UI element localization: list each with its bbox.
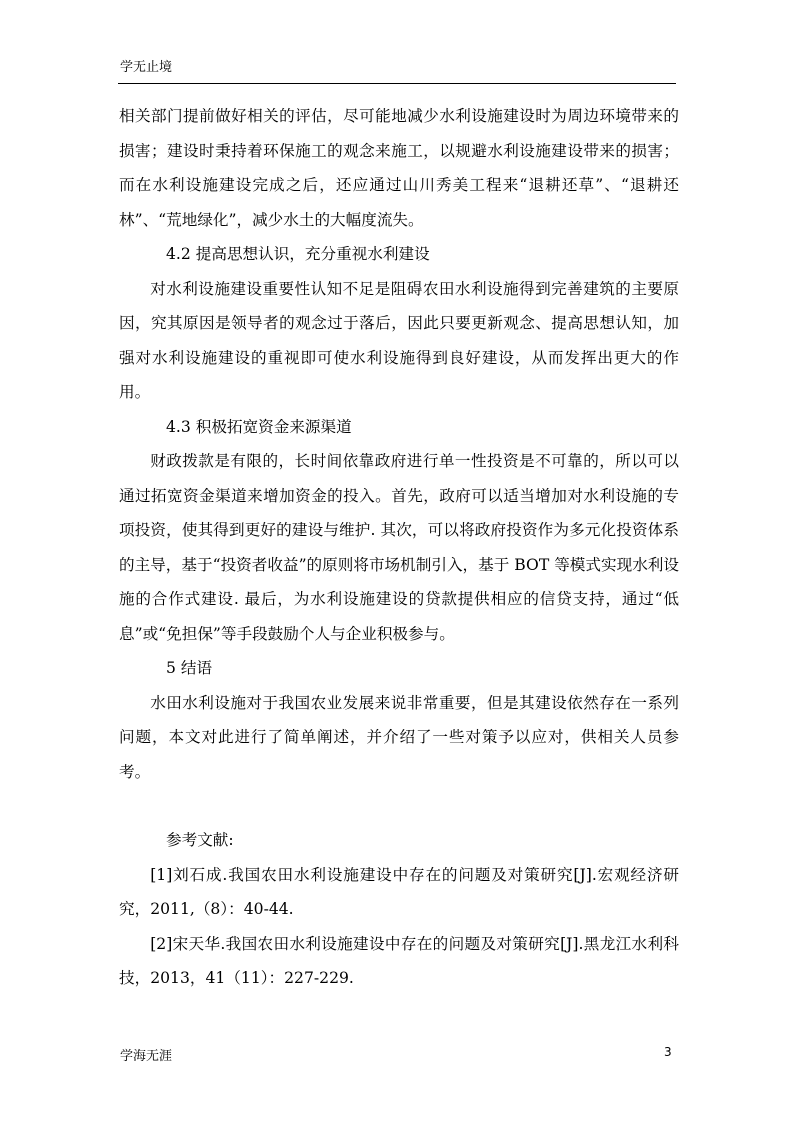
document-body (119, 99, 679, 996)
body-paragraph: 水田水利设施对于我国农业发展来说非常重要，但是其建设依然存在一系列问题，本文对此进行了简单阐述，并介绍了一些对策予以应对，供相关人员参考。 (119, 693, 679, 781)
body-paragraph: 财政拨款是有限的，长时间依靠政府进行单一性投资是不可靠的，所以可以通过拓宽资金渠道来增加资金的投入。首先，政府可以适当增加对水利设施的专项投资，使其得到更好的建设与维护. 其次，可以将政府投资作为多元化投资体系的主导，基于“投资者收益”的原则将市场机制引入，基于 BOT 等模式实现水利设施的合作式建设. 最后，为水利设施建设的贷款提供相应的信贷支持，通过“低息”或“免担保”等手段鼓励个人与企业积极参与。 (119, 452, 679, 643)
page-number: 3 (664, 1045, 672, 1059)
body-paragraph: 对水利设施建设重要性认知不足是阻碍农田水利设施得到完善建筑的主要原因，究其原因是领导者的观念过于落后，因此只要更新观念、提高思想认知，加强对水利设施建设的重视即可使水利设施得到良好建设，从而发挥出更大的作用。 (119, 279, 679, 401)
reference-item: [1]刘石成.我国农田水利设施建设中存在的问题及对策研究[J].宏观经济研究，2011,（8）：40-44. (119, 865, 679, 918)
section-heading: 5 结语 (166, 659, 213, 677)
page-header: 学无止境 (120, 60, 173, 75)
section-heading: 4.2 提高思想认识，充分重视水利建设 (166, 245, 430, 263)
page-footer: 学海无涯 (120, 1049, 173, 1064)
header-divider (118, 83, 676, 84)
references-title: 参考文献: (166, 831, 234, 849)
section-heading: 4.3 积极拓宽资金来源渠道 (166, 417, 352, 436)
body-paragraph: 相关部门提前做好相关的评估，尽可能地减少水利设施建设时为周边环境带来的损害；建设时秉持着环保施工的观念来施工，以规避水利设施建设带来的损害；而在水利设施建设完成之后，还应通过山川秀美工程来“退耕还草”、“退耕还林”、“荒地绿化”，减少水土的大幅度流失。 (119, 107, 679, 229)
reference-item: [2]宋天华.我国农田水利设施建设中存在的问题及对策研究[J].黑龙江水利科技，2013，41（11）：227-229. (119, 934, 679, 987)
